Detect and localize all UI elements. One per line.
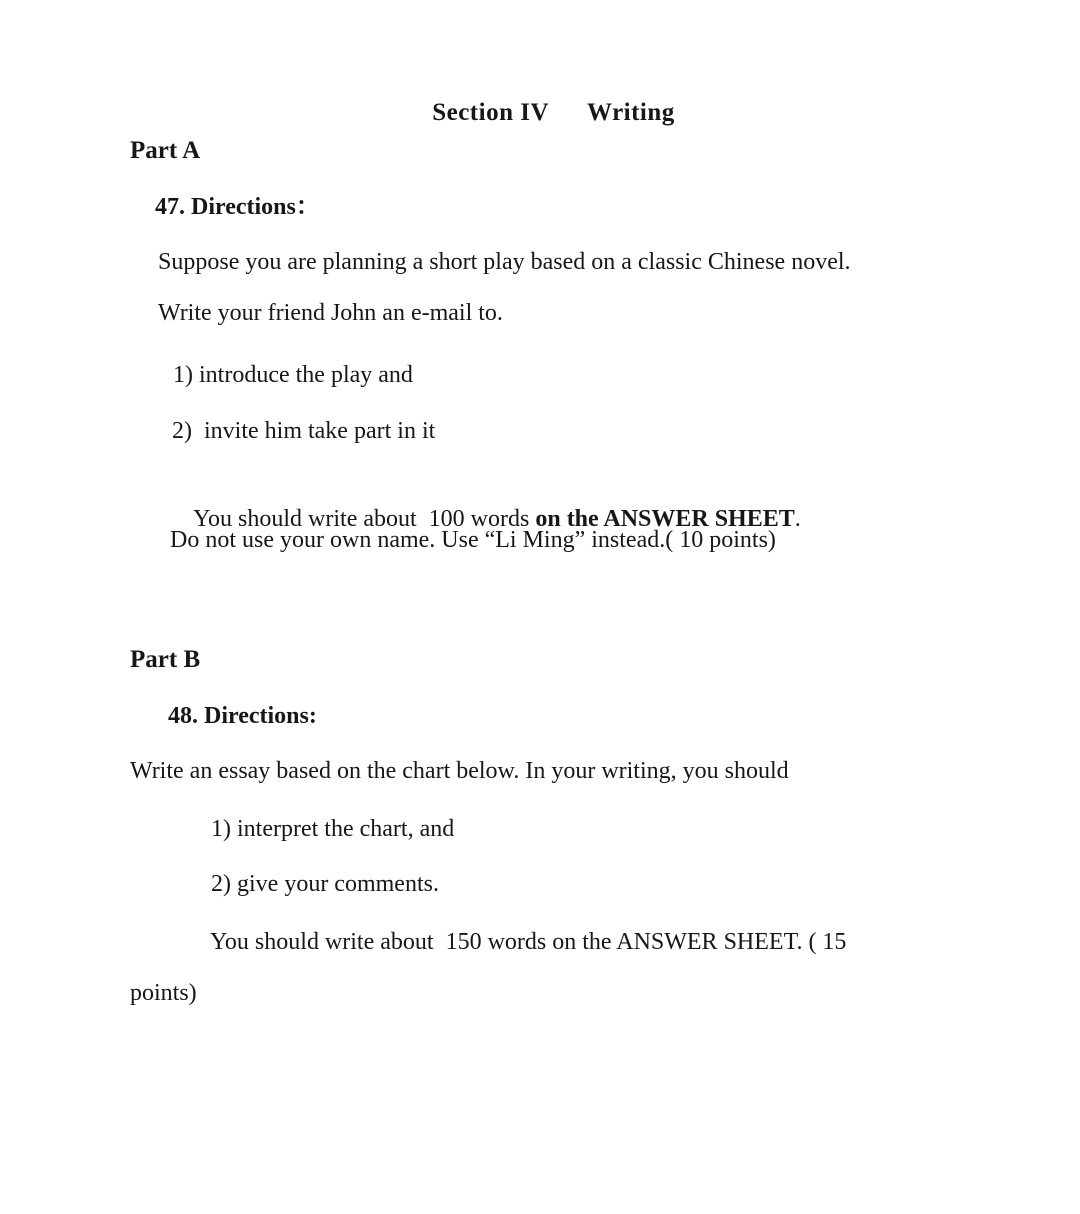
part-b-word-count-note-line-2: points) (130, 980, 197, 1006)
part-b-word-count-note-line-1: You should write about 150 words on the ANSWER SHEET. ( 15 (210, 929, 847, 955)
part-a-note-bold: on the ANSWER SHEET (535, 506, 795, 532)
part-a-list-item-1: 1) introduce the play and (173, 362, 413, 388)
section-title-number: Section IV (432, 99, 550, 126)
part-b-directions-label: 48. Directions: (168, 703, 317, 729)
part-b-intro-line: Write an essay based on the chart below. In your writing, you should (130, 758, 789, 784)
section-title-text: Writing (587, 99, 675, 126)
part-a-heading: Part A (130, 137, 201, 164)
part-a-directions-label: 47. Directions： (155, 194, 320, 220)
part-a-name-note: Do not use your own name. Use “Li Ming” instead.( 10 points) (170, 527, 776, 553)
part-b-list-item-2: 2) give your comments. (211, 871, 439, 897)
part-a-note-prefix: You should write about 100 words (193, 506, 536, 532)
part-a-list-item-2: 2) invite him take part in it (172, 418, 436, 444)
part-b-list-item-1: 1) interpret the chart, and (211, 816, 455, 842)
part-a-intro-line-2: Write your friend John an e-mail to. (158, 300, 503, 326)
part-a-note-suffix: . (794, 506, 801, 532)
part-a-intro-line-1: Suppose you are planning a short play based on a classic Chinese novel. (158, 249, 851, 275)
part-b-heading: Part B (130, 646, 201, 673)
